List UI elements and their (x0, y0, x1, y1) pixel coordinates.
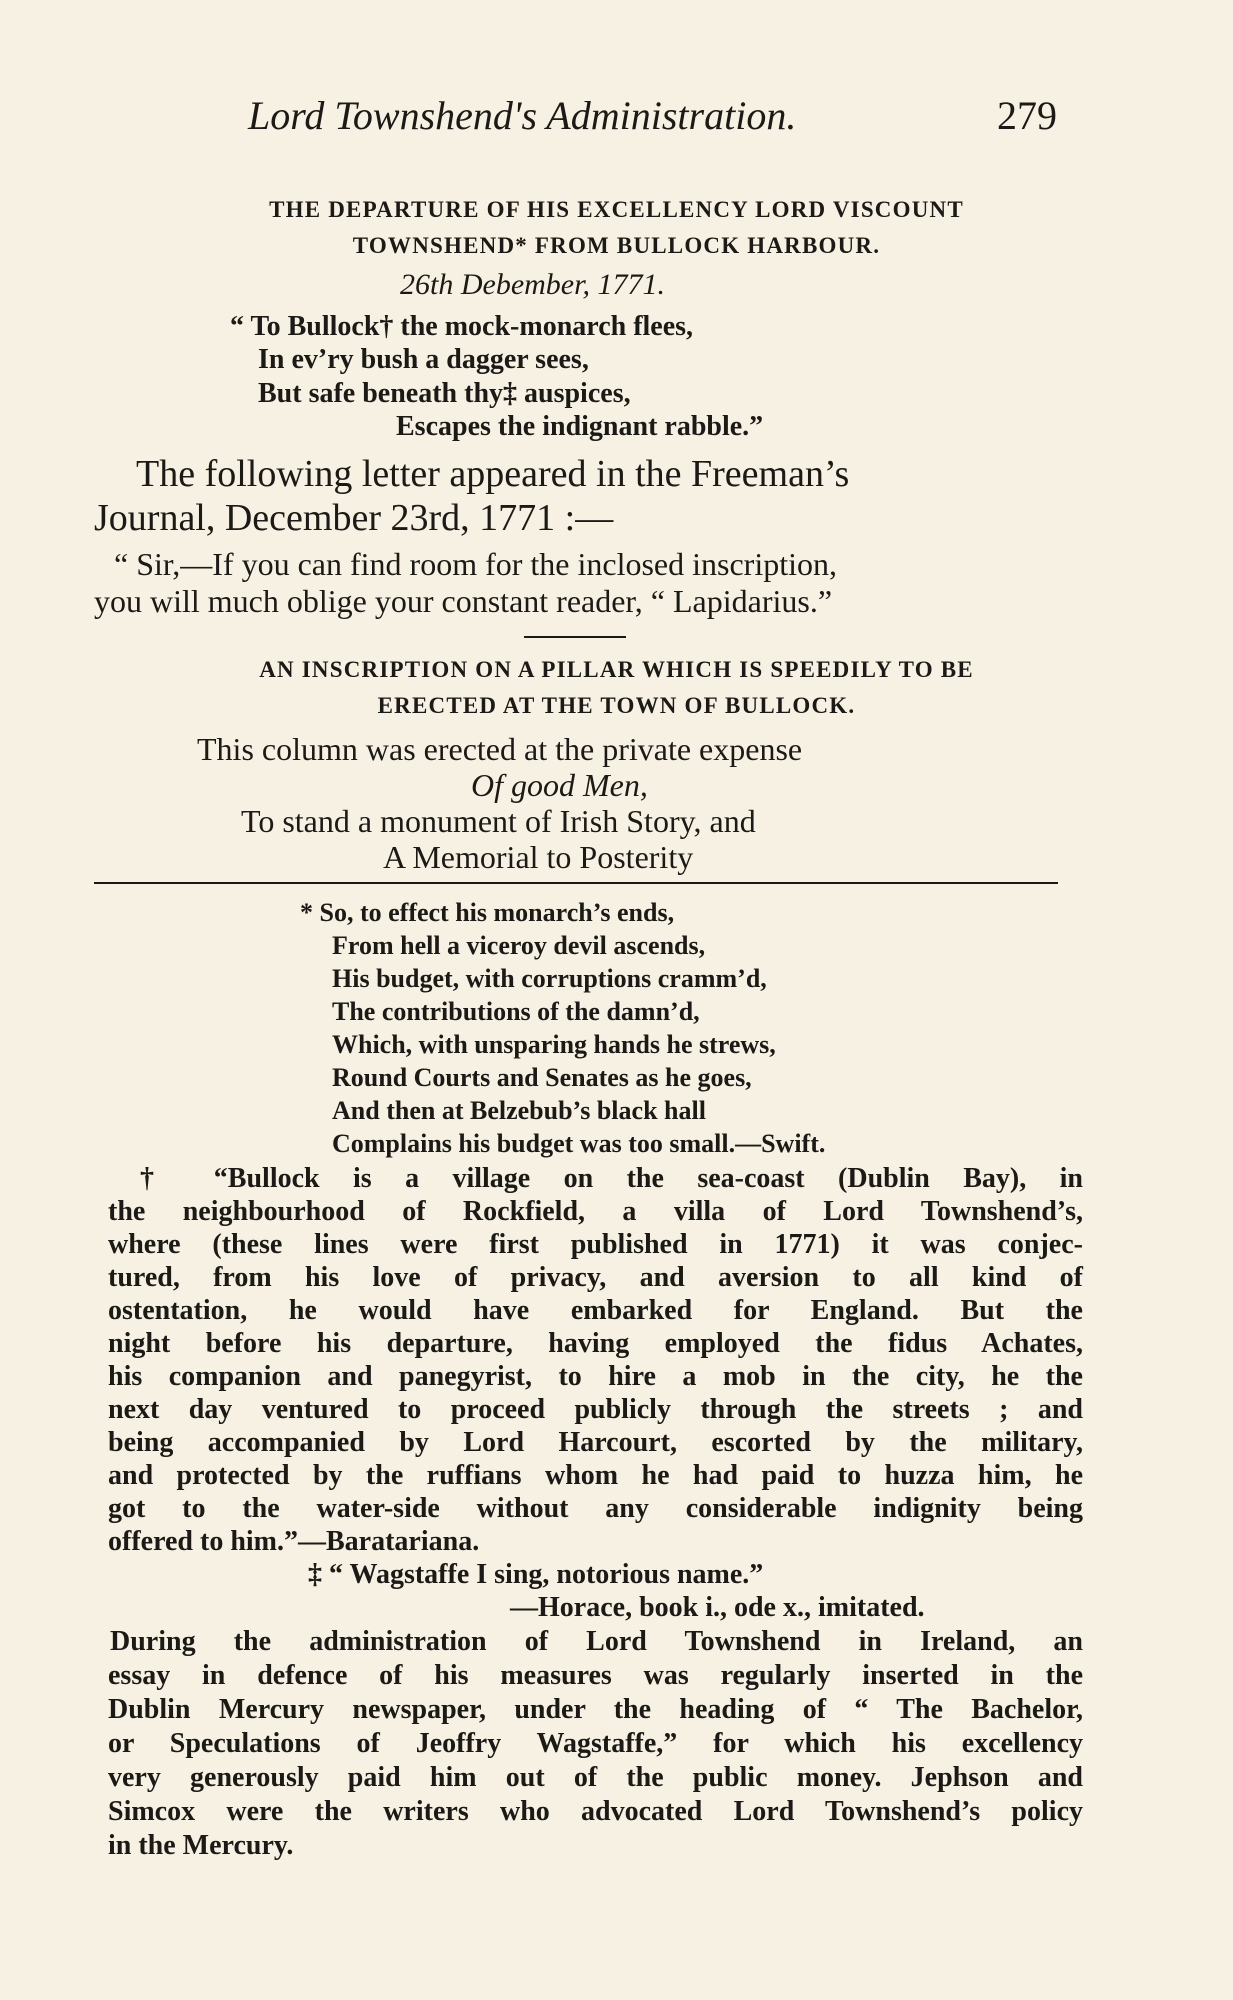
footnote-dagger-line-4: tured, from his love of privacy, and aversion to all kind of (108, 1262, 1083, 1293)
footnote-dagger-line-9: being accompanied by Lord Harcourt, escorted by the military, (108, 1427, 1083, 1458)
inscription-heading-line-2: ERECTED AT THE TOWN OF BULLOCK. (377, 693, 856, 718)
closing-line-2: essay in defence of his measures was regularly inserted in the (108, 1660, 1083, 1691)
inscription-heading-line-1: AN INSCRIPTION ON A PILLAR WHICH IS SPEEDILY TO BE (259, 657, 974, 682)
footnote-dagger-line-2: the neighbourhood of Rockfield, a villa of Lord Townshend’s, (108, 1196, 1083, 1227)
footnote-dagger-line-12: offered to him.”—Baratariana. (108, 1526, 480, 1557)
footnote-dagger-line-10: and protected by the ruffians whom he had paid to huzza him, he (108, 1460, 1083, 1491)
closing-line-3: Dublin Mercury newspaper, under the heading of “ The Bachelor, (108, 1694, 1083, 1725)
letter-line-1: “ Sir,—If you can find room for the inclosed inscription, (114, 546, 837, 582)
footnote-ddagger-line-1: ‡ “ Wagstaffe I sing, notorious name.” (308, 1559, 764, 1590)
departure-heading-line-1: THE DEPARTURE OF HIS EXCELLENCY LORD VISCOUNT (269, 197, 964, 222)
intro-line-1: The following letter appeared in the Freeman’s (136, 453, 850, 495)
footnote-star-line-6: Round Courts and Senates as he goes, (332, 1063, 752, 1092)
footnote-star-line-5: Which, with unsparing hands he strews, (332, 1030, 776, 1059)
footnote-dagger-line-3: where (these lines were first published in 1771) it was conjec- (108, 1229, 1083, 1260)
closing-line-4: or Speculations of Jeoffry Wagstaffe,” for which his excellency (108, 1728, 1083, 1759)
footnote-star-line-8: Complains his budget was too small.—Swift. (332, 1129, 826, 1158)
inscription-line-1: This column was erected at the private expense (197, 731, 803, 767)
footnote-star-line-1: * So, to effect his monarch’s ends, (300, 898, 675, 927)
inscription-line-3: To stand a monument of Irish Story, and (241, 803, 756, 839)
inscription-line-2: Of good Men, (471, 767, 648, 803)
letter-line-2: you will much oblige your constant reader, “ Lapidarius.” (94, 583, 833, 619)
footnote-star-line-2: From hell a viceroy devil ascends, (332, 931, 706, 960)
poem-line-4: Escapes the indignant rabble.” (396, 411, 764, 442)
footnote-ddagger-line-2: —Horace, book i., ode x., imitated. (510, 1592, 925, 1623)
footnote-dagger-line-6: night before his departure, having employed the fidus Achates, (108, 1328, 1083, 1359)
closing-line-6: Simcox were the writers who advocated Lord Townshend’s policy (108, 1796, 1083, 1827)
footnote-divider (94, 882, 1058, 884)
footnote-dagger-line-7: his companion and panegyrist, to hire a mob in the city, he the (108, 1361, 1083, 1392)
footnote-star-line-7: And then at Belzebub’s black hall (332, 1096, 706, 1125)
intro-line-2: Journal, December 23rd, 1771 :— (94, 497, 614, 539)
running-title: Lord Townshend's Administration. (248, 93, 797, 138)
closing-line-5: very generously paid him out of the public money. Jephson and (108, 1762, 1083, 1793)
footnote-star-line-4: The contributions of the damn’d, (332, 997, 700, 1026)
short-divider (524, 636, 626, 638)
poem-line-3: But safe beneath thy‡ auspices, (258, 378, 631, 409)
footnote-dagger-line-5: ostentation, he would have embarked for England. But the (108, 1295, 1083, 1326)
departure-heading-line-2: TOWNSHEND* FROM BULLOCK HARBOUR. (352, 233, 881, 258)
page-number: 279 (997, 93, 1057, 138)
poem-line-1: “ To Bullock† the mock-monarch flees, (230, 311, 694, 342)
poem-line-2: In ev’ry bush a dagger sees, (258, 344, 589, 375)
closing-line-1: During the administration of Lord Townshend in Ireland, an (110, 1626, 1083, 1657)
footnote-dagger-line-11: got to the water-side without any considerable indignity being (108, 1493, 1083, 1524)
footnote-dagger-line-1: † “Bullock is a village on the sea-coast (Dublin Bay), in (140, 1163, 1083, 1194)
footnote-star-line-3: His budget, with corruptions cramm’d, (332, 964, 767, 993)
dateline: 26th Debember, 1771. (400, 268, 665, 301)
inscription-line-4: A Memorial to Posterity (383, 839, 694, 875)
closing-line-7: in the Mercury. (108, 1830, 294, 1861)
footnote-dagger-line-8: next day ventured to proceed publicly through the streets ; and (108, 1394, 1083, 1425)
